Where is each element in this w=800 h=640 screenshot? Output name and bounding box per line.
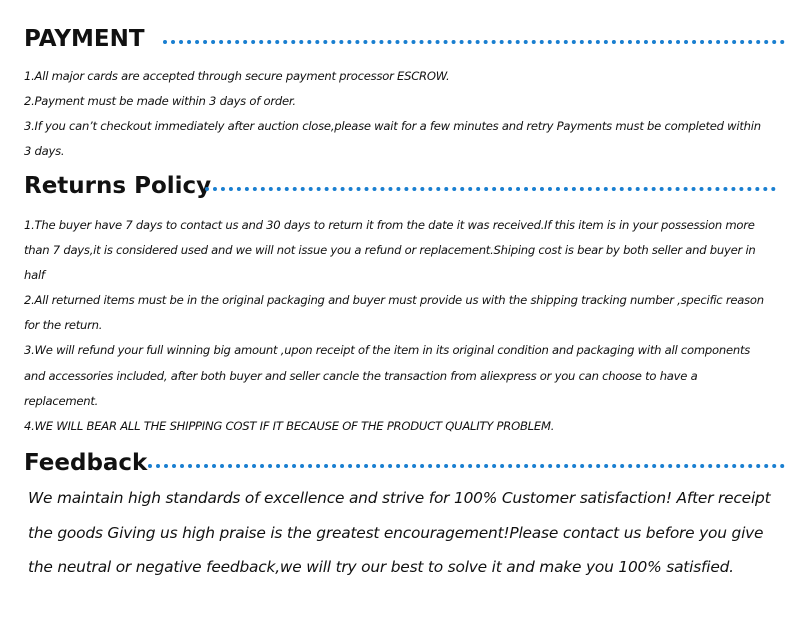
payment-list (24, 64, 764, 164)
returns-title: Returns Policy (24, 173, 212, 199)
feedback-divider-dots (148, 464, 785, 468)
payment-title: PAYMENT (24, 26, 145, 52)
returns-item-2: 2.All returned items must be in the original packaging and buyer must provide us with the shipping tracking number ,specific reason for the return. (24, 293, 764, 333)
returns-item-3: 3.We will refund your full winning big amount ,upon receipt of the item in its original condition and packaging with all components and accessories included, after both buyer and seller cancle the transaction from aliexpress or you can choose to have a replacement. (24, 343, 751, 408)
returns-item-4: 4.WE WILL BEAR ALL THE SHIPPING COST IF IT BECAUSE OF THE PRODUCT QUALITY PROBLEM. (24, 418, 555, 433)
feedback-title: Feedback (24, 450, 148, 476)
payment-heading-row (24, 26, 145, 52)
returns-divider-dots (205, 187, 776, 191)
payment-item-2: 2.Payment must be made within 3 days of order. (24, 94, 296, 109)
payment-item-3: 3.If you can’t checkout immediately after auction close,please wait for a few minutes and retry Payments must be completed within 3 days. (24, 119, 761, 159)
returns-list (24, 213, 764, 439)
payment-divider-dots (163, 40, 785, 44)
feedback-paragraph: We maintain high standards of excellence and strive for 100% Customer satisfaction! After receipt the goods Giving us high praise is the greatest encouragement!Please contact us before you give the neutral or negative feedback,we will try our best to solve it and make you 100% satisfied. (28, 489, 771, 576)
returns-heading-row (24, 173, 211, 199)
returns-item-1: 1.The buyer have 7 days to contact us and 30 days to return it from the date it was received.If this item is in your possession more than 7 days,it is considered used and we will not issue you a refund or replacement.Shiping cost is bear by both seller and buyer in half (24, 218, 756, 283)
feedback-heading-row (24, 450, 147, 476)
payment-item-1: 1.All major cards are accepted through secure payment processor ESCROW. (24, 69, 450, 83)
